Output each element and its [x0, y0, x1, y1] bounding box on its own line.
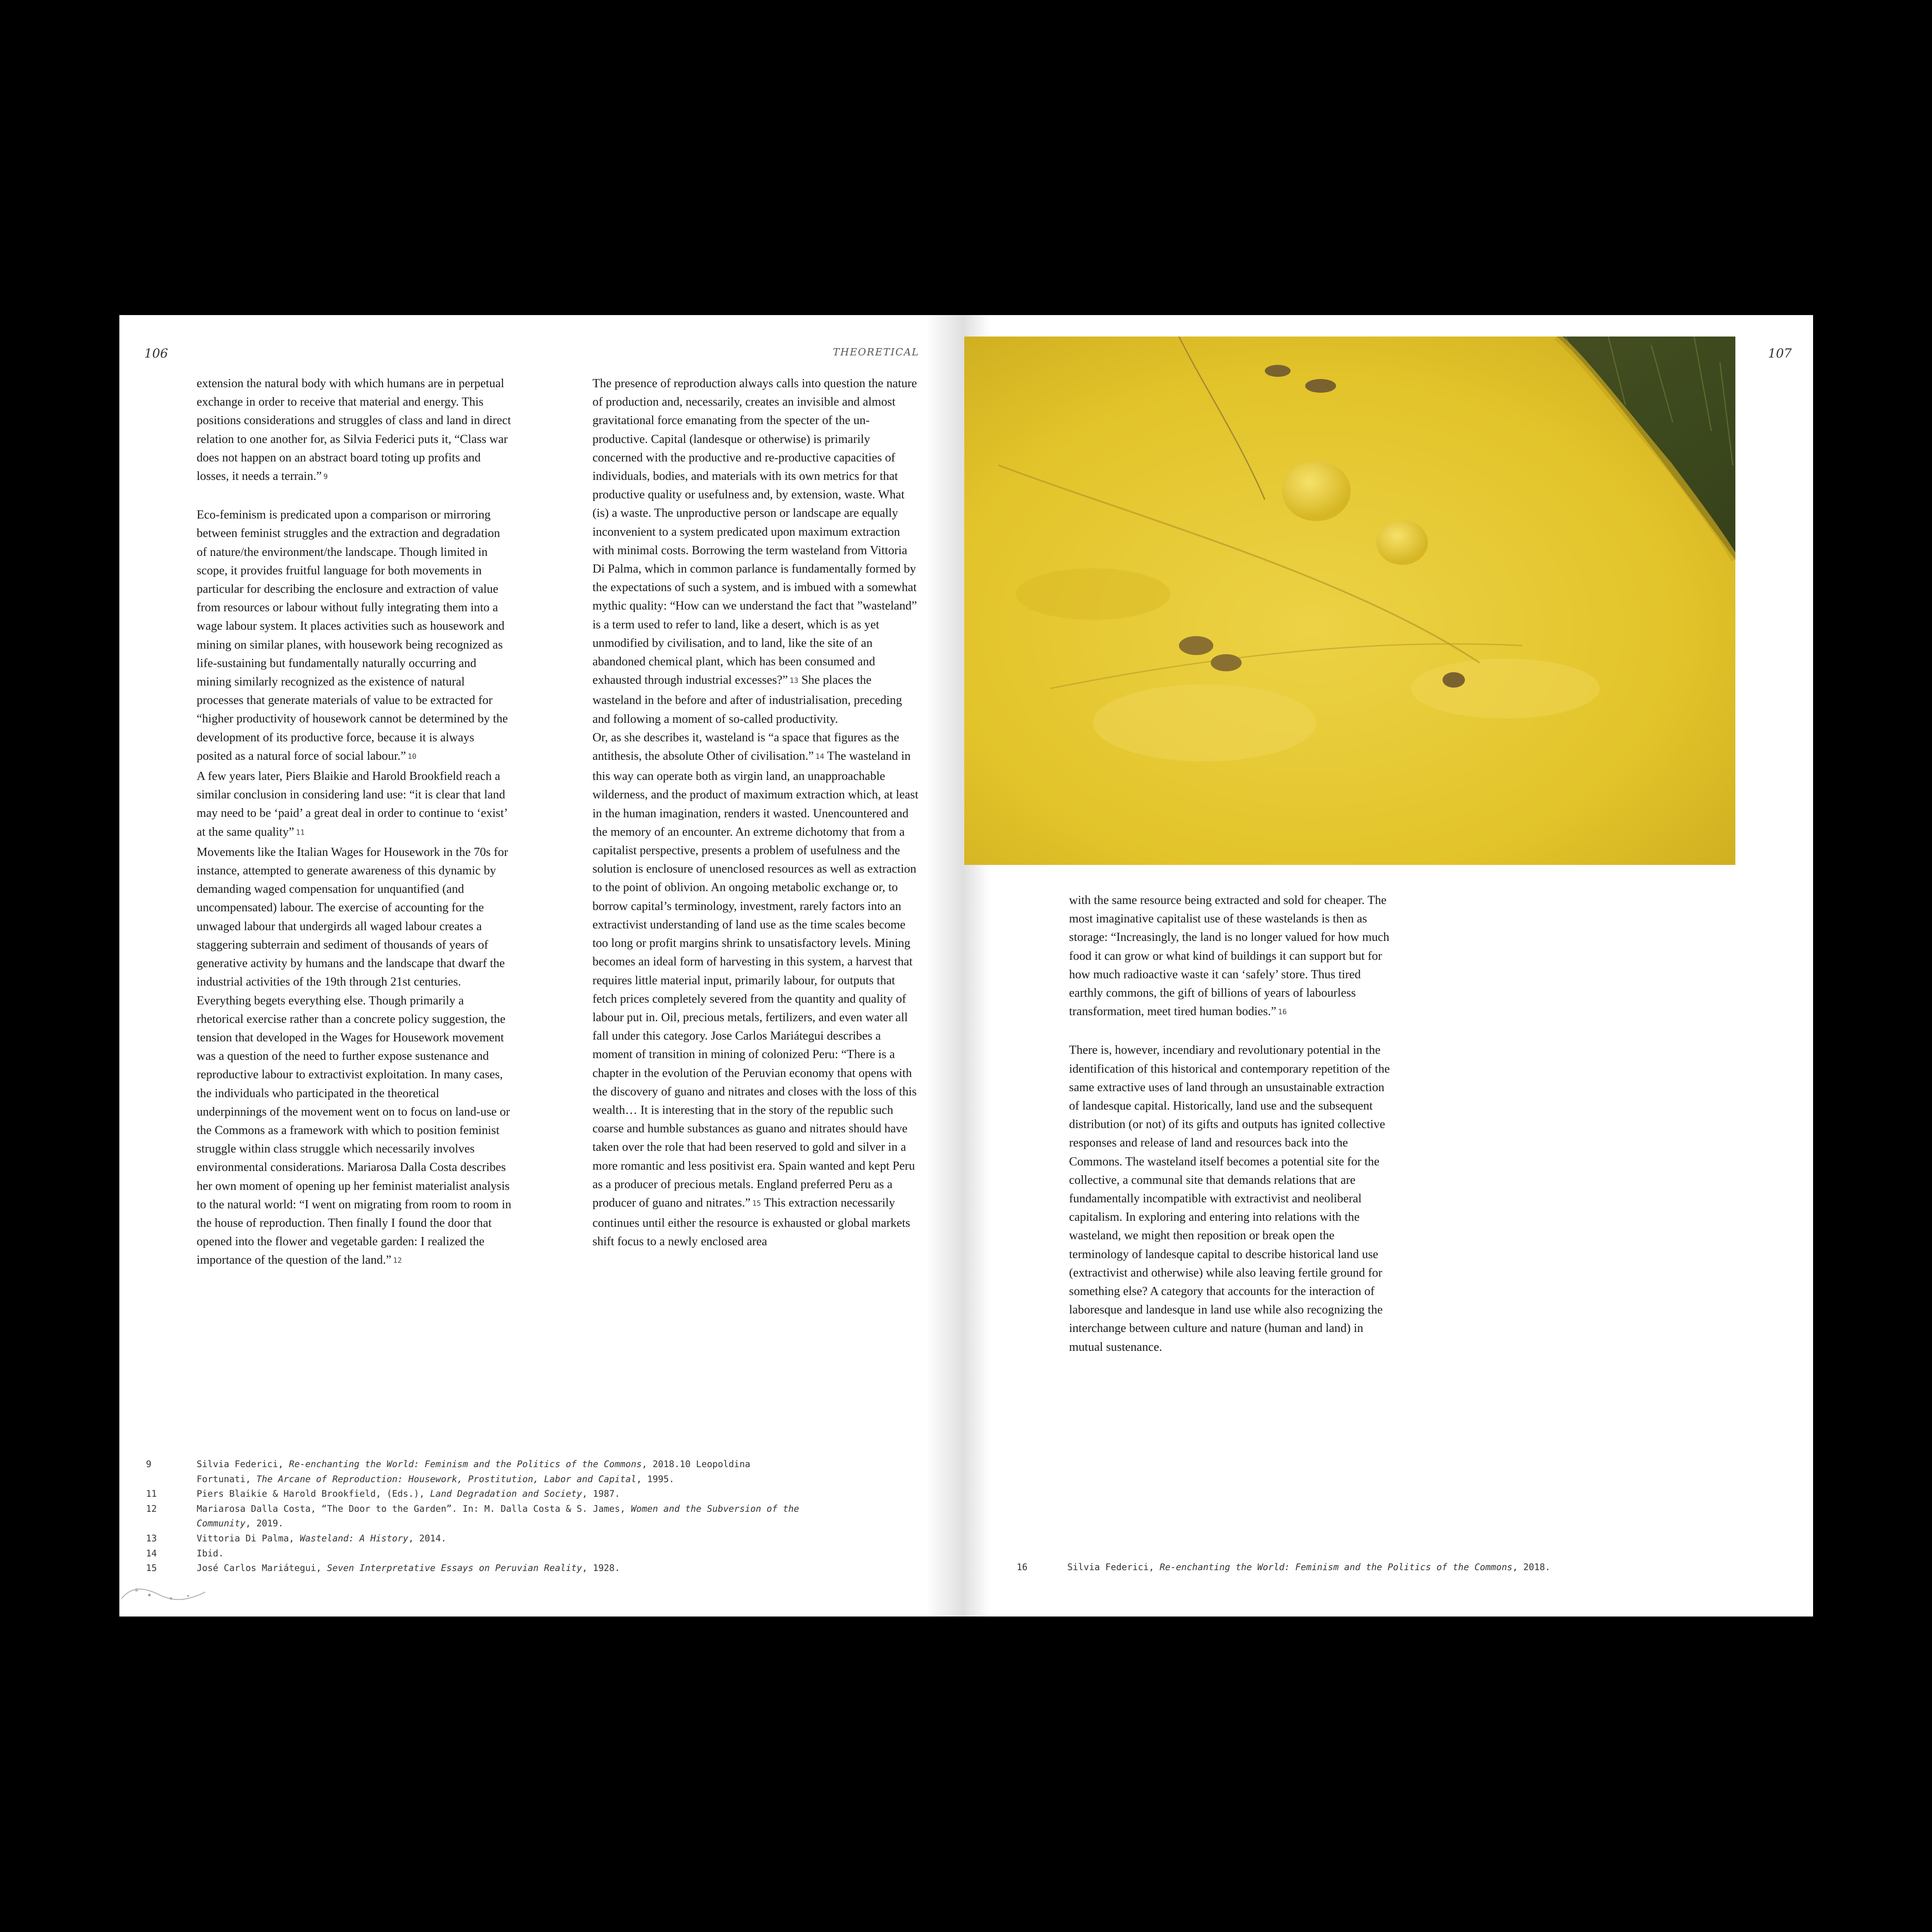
page-number-left: 106	[144, 346, 168, 361]
gutter-shadow	[926, 315, 964, 1617]
footnote: 15 José Carlos Mariátegui, Seven Interpretative Essays on Peruvian Reality, 1928.	[146, 1563, 620, 1574]
paragraph: extension the natural body with which humans are in perpetual exchange in order to receive that material and energy. This positions considerations and struggles of class and land in direct relation to one another for, as Silvia Federici puts it, “Class war does not happen on an abstract board toting up profits and losses, it needs a terrain.” $^9$	[197, 377, 511, 483]
footnotes-right	[1017, 1560, 1789, 1575]
footnote: 11 Piers Blaikie & Harold Brookfield, (Eds.), Land Degradation and Society, 1987.	[146, 1489, 620, 1499]
paragraph: with the same resource being extracted and sold for cheaper. The most imaginative capitalist use of these wastelands is then as storage: “Increasingly, the land is no longer valued for how much food it can grow or what kind of buildings it can support but for how much radioactive waste it can ‘safely’ store. Thus tired earthly commons, the gift of billions of years of labourless transformation, meet tired human bodies.” $^{16}$	[1069, 894, 1390, 1019]
paragraph: The presence of reproduction always calls into question the nature of production and, necessarily, creates an invisible and almost gravitational force emanating from the specter of the un-productive. Capital (landesque or otherwise) is primarily concerned with the productive and re-productive capacities of individuals, bodies, and materials with its own metrics for that productive quality or usefulness and, by extension, waste. What (is) a waste. The unproductive person or landscape are equally inconvenient to a system predicated upon maximum extraction with minimal costs. Borrowing the term wasteland from Vittoria Di Palma, which in common parlance is fundamentally formed by the expectations of such a system, and is imbued with a somewhat mythic quality: “How can we understand the fact that ”wasteland” is a term used to refer to land, like a desert, which is as yet unmodified by civilisation, and to land, like the site of an abandoned chemical plant, which has been consumed and exhausted through industrial excesses?” $^{13}$ She places the wasteland in the before and after of industrialisation, preceding and following a moment of so-called productivity.	[592, 377, 917, 726]
right-column-1	[1069, 891, 1395, 1356]
wax-slab-photo	[964, 337, 1735, 865]
running-head: THEORETICAL	[833, 347, 920, 358]
paragraph: Movements like the Italian Wages for Housework in the 70s for instance, attempted to generate awareness of this dynamic by demanding waged compensation for unquantified (and uncompensated) labour. The exercise of accounting for the unwaged labour that undergirds all waged labour creates a staggering subterrain and sediment of thousands of years of generative activity by humans and the landscape that dwarf the industrial activities of the 19th through 21st centuries. Everything begets everything else. Though primarily a rhetorical exercise rather than a concrete policy suggestion, the tension that developed in the Wages for Housework movement was a question of the need to further expose sustenance and reproductive labour to extractivist exploitation. In many cases, the individuals who participated in the theoretical underpinnings of the movement went on to focus on land-use or the Commons as a framework with which to position feminist struggle within class struggle which necessarily involves environmental considerations. Mariarosa Dalla Costa describes her own moment of opening up her feminist materialist analysis to the natural world: “I went on migrating from room to room in the house of reproduction. Then finally I found the door that opened into the flower and vegetable garden: I realized the importance of the question of the land.” $^{12}$	[197, 845, 511, 1267]
paragraph: There is, however, incendiary and revolutionary potential in the identification of this historical and contemporary repetition of the same extractive uses of land through an unsustainable extraction of landesque capital. Historically, land use and the subsequent distribution (or not) of its gifts and outputs has ignited collective responses and release of land and resources back into the Commons. The wasteland itself becomes a potential site for the collective, a communal site that demands relations that are fundamentally incompatible with extractivist and neoliberal capitalism. In exploring and entering into relations with the wasteland, we might then reposition or break open the terminology of landesque capital to describe historical land use (extractivist and otherwise) while also leaving fertile ground for something else? A category that accounts for the interaction of laboresque and landesque in land use while also recognizing the interchange between culture and nature (human and land) in mutual sustenance.	[1069, 1043, 1390, 1354]
paragraph: A few years later, Piers Blaikie and Harold Brookfield reach a similar conclusion in considering land use: “it is clear that land may need to be ‘paid’ a great deal in order to continue to ‘exist’ at the same quality” $^{11}$	[197, 770, 507, 839]
footnotes-left	[146, 1457, 953, 1576]
footnote: 12 Mariarosa Dalla Costa, “The Door to the Garden”. In: M. Dalla Costa & S. James, Women and the Subversion of the	[146, 1503, 799, 1514]
footnote: 14 Ibid.	[146, 1548, 224, 1559]
paragraph: Or, as she describes it, wasteland is “a space that figures as the antithesis, the absolute Other of civilisation.” $^{14}$ The wasteland in this way can operate both as virgin land, an unapproachable wilderness, and the product of maximum extraction which, at least in the human imagination, renders it wasted. Unencountered and the memory of an encounter. An extreme dichotomy that from a capitalist perspective, presents a problem of usefulness and the solution is enclosure of unenclosed resources as well as extraction to the point of oblivion. An ongoing metabolic exchange or, to borrow capital’s terminology, investment, rarely factors into an extractivist understanding of land use as the time scales become too long or profit margins shrink to unsatisfactory levels. Mining becomes an ideal form of harvesting in this system, a harvest that requires little material input, primarily labour, for outputs that fetch prices completely severed from the quantity and quality of labour put in. Oil, precious metals, fertilizers, and even water all fall under this category. Jose Carlos Mariátegui describes a moment of transition in mining of colonized Peru: “There is a chapter in the evolution of the Peruvian economy that opens with the discovery of guano and nitrates and closes with the loss of this wealth… It is interesting that in the story of the republic such coarse and humble substances as guano and nitrates should have taken over the role that had been reserved to gold and silver in a more romantic and less positivist era. Spain wanted and kept Peru as a producer of precious metals. England preferred Peru as a producer of guano and nitrates.” $^{15}$ This extraction necessarily continues until either the resource is exhausted or global markets shift focus to a newly enclosed area	[592, 731, 918, 1249]
left-column-1	[197, 374, 512, 1271]
footnote: 13 Vittoria Di Palma, Wasteland: A History, 2014.	[146, 1533, 447, 1544]
footnote: 16 Silvia Federici, Re-enchanting the World: Feminism and the Politics of the Commons, 2018.	[1017, 1562, 1551, 1572]
footnote: Fortunati, The Arcane of Reproduction: Housework, Prostitution, Labor and Capital, 1995.	[197, 1474, 674, 1484]
left-page	[119, 315, 964, 1617]
decorative-specks	[119, 1568, 214, 1607]
left-column-2	[592, 374, 919, 1251]
page-number-right: 107	[1768, 346, 1792, 361]
paragraph: Eco-feminism is predicated upon a comparison or mirroring between feminist struggles and the extraction and degradation of nature/the environment/the landscape. Though limited in scope, it provides fruitful language for both movements in particular for describing the enclosure and extraction of value from resources or labour without fully integrating them into a wage labour system. It places activities such as housework and mining on similar planes, with housework being recognized as life-sustaining but fundamentally naturally occurring and mining similarly recognized as the existence of natural processes that generate materials of value to be extracted for “higher productivity of housework cannot be determined by the development of its productive force, because it is always posited as a natural force of social labour.” $^{10}$	[197, 508, 508, 763]
photo-illustration	[964, 337, 1735, 865]
footnote: 9 Silvia Federici, Re-enchanting the World: Feminism and the Politics of the Commons, 2018.10 Leopoldina	[146, 1459, 750, 1469]
footnote: Community, 2019.	[197, 1518, 284, 1529]
